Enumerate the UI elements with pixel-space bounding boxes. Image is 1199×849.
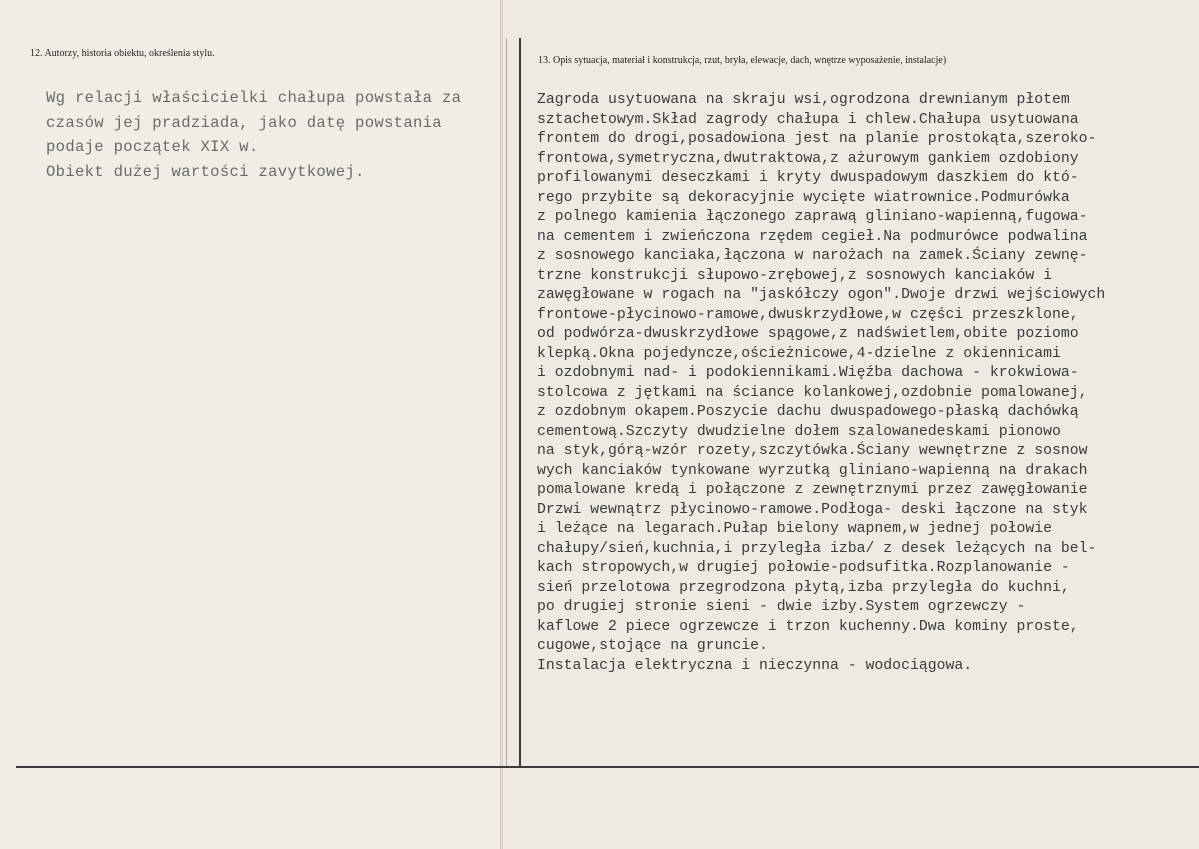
text-line: po drugiej stronie sieni - dwie izby.System ogrzewczy - — [537, 599, 1026, 615]
text-line: Zagroda usytuowana na skraju wsi,ogrodzona drewnianym płotem — [537, 92, 1070, 108]
text-line: cugowe,stojące na gruncie. — [537, 638, 768, 654]
text-line: pomalowane kredą i połączone z zewnętrznymi przez zawęgłowanie — [537, 482, 1088, 498]
text-line: z sosnowego kanciaka,łączona w narożach na zamek.Ściany zewnę- — [537, 248, 1088, 264]
text-line: podaje początek XIX w. — [46, 138, 259, 156]
text-line: rego przybite są dekoracyjnie wycięte wiatrownice.Podmurówka — [537, 189, 1070, 206]
text-line: od podwórza-dwuskrzydłowe spągowe,z nadświetlem,obite poziomo — [537, 326, 1079, 342]
text-line: trzne konstrukcji słupowo-zrębowej,z sosnowych kanciaków i — [537, 267, 1053, 284]
text-line: na cementem i zwieńczona rzędem cegieł.Na podmurówce podwalina — [537, 228, 1088, 245]
text-line: wych kanciaków tynkowane wyrzutką gliniano-wapienną na drakach — [537, 462, 1088, 479]
text-line: frontem do drogi,posadowiona jest na planie prostokąta,szeroko- — [537, 131, 1097, 147]
text-line: sztachetowym.Skład zagrody chałupa i chlew.Chałupa usytuowana — [537, 111, 1079, 128]
page-fold — [500, 0, 503, 849]
text-line: Wg relacji właścicielki chałupa powstała za — [46, 89, 462, 107]
text-line: kach stropowych,w drugiej połowie-podsufitka.Rozplanowanie - — [537, 560, 1070, 576]
text-line: sień przelotowa przegrodzona płytą,izba przyległa do kuchni, — [537, 579, 1070, 596]
section-13-heading: 13. Opis sytuacja, materiał i konstrukcja, rzut, bryła, elewacje, dach, wnętrze wyposażenie, instalacje) — [538, 55, 947, 66]
text-line: i ozdobnymi nad- i podokiennikami.Więźba dachowa - krokwiowa- — [537, 365, 1079, 381]
text-line: zawęgłowane w rogach na "jaskółczy ogon".Dwoje drzwi wejściowych — [537, 287, 1106, 303]
text-line: stolcowa z jętkami na ściance kolankowej,ozdobnie pomalowanej, — [537, 384, 1088, 401]
text-line: z polnego kamienia łączonego zaprawą gliniano-wapienną,fugowa- — [537, 209, 1088, 225]
section-12-heading: 12. Autorzy, historia obiektu, określenia stylu. — [30, 48, 215, 59]
text-line: Instalacja elektryczna i nieczynna - wodociągowa. — [537, 657, 973, 674]
section-12-text — [46, 86, 461, 184]
text-line: Obiekt dużej wartości zavytkowej. — [46, 162, 365, 181]
text-line: frontowe-płycinowo-ramowe,dwuskrzydłowe,w części przeszklone, — [537, 306, 1079, 323]
text-line: czasów jej pradziada, jako datę powstania — [46, 113, 442, 132]
text-line: kaflowe 2 piece ogrzewcze i trzon kuchenny.Dwa kominy proste, — [537, 618, 1079, 635]
text-line: i leżące na legarach.Pułap bielony wapnem,w jednej połowie — [537, 521, 1053, 537]
section-13-text — [537, 91, 1105, 676]
text-line: profilowanymi deseczkami i kryty dwuspadowym daszkiem do któ- — [537, 170, 1079, 186]
text-line: frontowa,symetryczna,dwutraktowa,z ażurowym gankiem ozdobiony — [537, 150, 1079, 167]
text-line: Drzwi wewnątrz płycinowo-ramowe.Podłoga- deski łączone na styk — [537, 501, 1088, 518]
column-divider — [519, 38, 521, 768]
bottom-rule — [16, 766, 1199, 768]
text-line: na styk,górą-wzór rozety,szczytówka.Ściany wewnętrzne z sosnow — [537, 443, 1088, 459]
column-edge-line — [506, 38, 507, 768]
text-line: klepką.Okna pojedyncze,ościeżnicowe,4-dzielne z okiennicami — [537, 345, 1061, 362]
text-line: chałupy/sień,kuchnia,i przyległa izba/ z desek leżących na bel- — [537, 540, 1097, 557]
text-line: cementową.Szczyty dwudzielne dołem szalowanedeskami pionowo — [537, 423, 1061, 440]
text-line: z ozdobnym okapem.Poszycie dachu dwuspadowego-płaską dachówką — [537, 404, 1079, 420]
